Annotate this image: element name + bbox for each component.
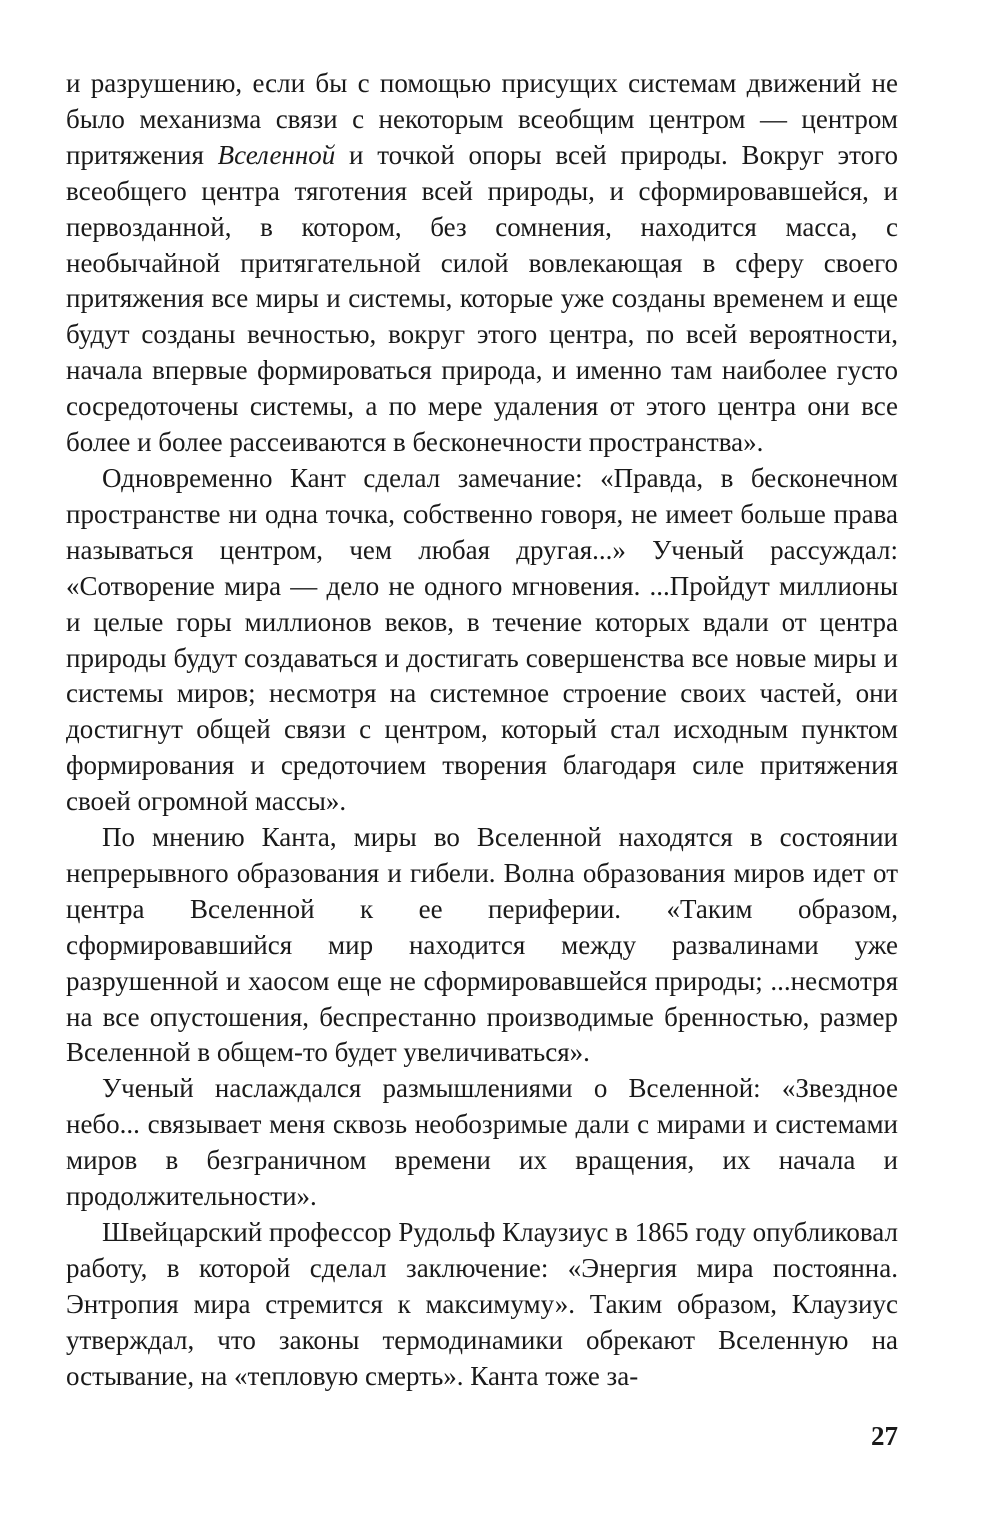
italic-term: Вселенной (217, 139, 336, 170)
text-segment: По мнению Канта, миры во Вселенной находятся в состоянии непрерывного образования и гибели. Волна образования миров идет от центра Вселенной к ее периферии. «Таким образом, сформировавшийся мир находится между развалинами уже разрушенной и хаосом еще не сформировавшейся природы; ...несмотря на все опустошения, беспрестанно производимые бренностью, размер Вселенной в общем-то будет увеличиваться». (66, 822, 898, 1068)
paragraph (66, 820, 898, 1071)
text-segment: и точкой опоры всей природы. Вокруг этого всеобщего центра тяготения всей природы, и сформировавшейся, и первозданной, в котором, без сомнения, находится масса, с необычайной притягательной силой вовлекающая в сферу своего притяжения все миры и системы, которые уже созданы временем и еще будут созданы вечностью, вокруг этого центра, по всей вероятности, начала впервые формироваться природа, и именно там наиболее густо сосредоточены системы, а по мере удаления от этого центра они все более и более рассеиваются в бесконечности пространства». (66, 139, 898, 458)
text-segment: Швейцарский профессор Рудольф Клаузиус в 1865 году опубликовал работу, в которой сделал заключение: «Энергия мира постоянна. Энтропия мира стремится к максимуму». Таким образом, Клаузиус утверждал, что законы термодинамики обрекают Вселенную на остывание, на «тепловую смерть». Канта тоже за- (66, 1217, 898, 1391)
text-segment: Одновременно Кант сделал замечание: «Правда, в бесконечном пространстве ни одна точка, собственно говоря, не имеет больше права называться центром, чем любая другая...» Ученый рассуждал: «Сотворение мира — дело не одного мгновения. ...Пройдут миллионы и целые горы миллионов веков, в течение которых вдали от центра природы будут создаваться и достигать совершенства все новые миры и системы миров; несмотря на системное строение своих частей, они достигнут общей связи с центром, который стал исходным пунктом формирования и средоточием творения благодаря силе притяжения своей огромной массы». (66, 462, 898, 817)
paragraph (66, 1071, 898, 1215)
text-segment: и разрушению, если бы с помощью присущих системам движений не было механизма связи с некоторым всеобщим центром — центром притяжения (66, 68, 898, 170)
body-text (66, 66, 898, 1395)
paragraph (66, 461, 898, 820)
paragraph (66, 1215, 898, 1395)
page-number: 27 (871, 1421, 898, 1451)
paragraph (66, 66, 898, 461)
text-segment: Ученый наслаждался размышлениями о Вселенной: «Звездное небо... связывает меня сквозь необозримые дали с мирами и системами миров в безграничном времени их вращения, их начала и продолжительности». (66, 1073, 898, 1212)
